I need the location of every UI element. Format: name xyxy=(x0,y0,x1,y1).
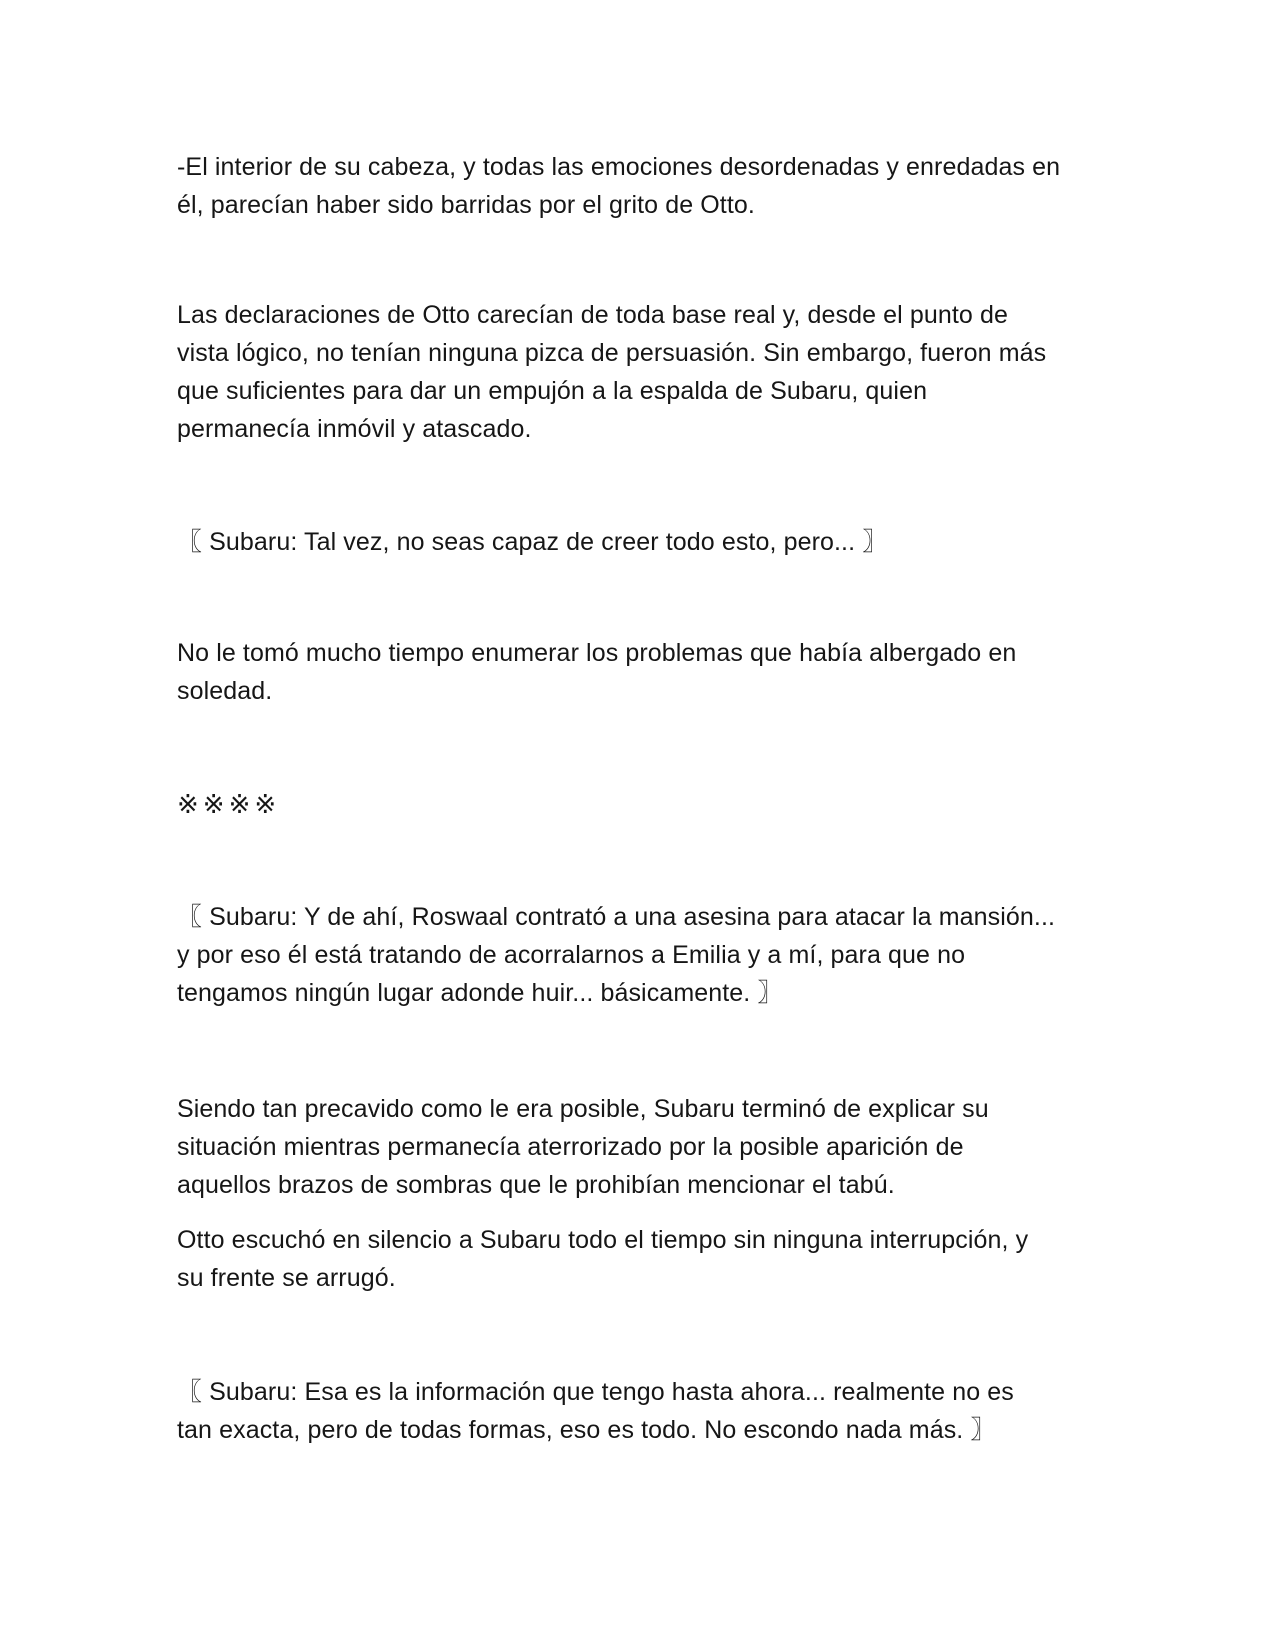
text-line: Las declaraciones de Otto carecían de toda base real y, desde el punto de xyxy=(177,301,1008,329)
text-line: 〖 Subaru: Esa es la información que tengo hasta ahora... realmente no es xyxy=(177,1378,1014,1406)
narration-paragraph xyxy=(177,148,1107,224)
text-line: y por eso él está tratando de acorralarnos a Emilia y a mí, para que no xyxy=(177,941,966,969)
text-line: Otto escuchó en silencio a Subaru todo el tiempo sin ninguna interrupción, y xyxy=(177,1226,1029,1254)
text-line: vista lógico, no tenían ninguna pizca de persuasión. Sin embargo, fueron más xyxy=(177,339,1047,367)
text-line: -El interior de su cabeza, y todas las emociones desordenadas y enredadas en xyxy=(177,153,1061,181)
narration-paragraph xyxy=(177,634,1107,710)
scene-separator xyxy=(177,786,1107,824)
narration-paragraph xyxy=(177,296,1107,448)
text-line: tengamos ningún lugar adonde huir... básicamente. 〗 xyxy=(177,979,783,1007)
text-line: permanecía inmóvil y atascado. xyxy=(177,415,532,443)
text-line: su frente se arrugó. xyxy=(177,1264,396,1292)
text-line: que suficientes para dar un empujón a la espalda de Subaru, quien xyxy=(177,377,928,405)
text-line: él, parecían haber sido barridas por el grito de Otto. xyxy=(177,191,755,219)
separator-marks: ※※※※ xyxy=(177,790,281,820)
text-line: No le tomó mucho tiempo enumerar los problemas que había albergado en xyxy=(177,639,1017,667)
text-line: 〖 Subaru: Tal vez, no seas capaz de creer todo esto, pero... 〗 xyxy=(177,528,888,556)
text-line: Siendo tan precavido como le era posible, Subaru terminó de explicar su xyxy=(177,1095,989,1123)
text-line: tan exacta, pero de todas formas, eso es todo. No escondo nada más. 〗 xyxy=(177,1416,996,1444)
narration-paragraph xyxy=(177,1090,1107,1204)
text-line: 〖 Subaru: Y de ahí, Roswaal contrató a una asesina para atacar la mansión... xyxy=(177,903,1056,931)
dialogue-paragraph xyxy=(177,523,1107,561)
text-line: aquellos brazos de sombras que le prohibían mencionar el tabú. xyxy=(177,1171,895,1199)
dialogue-paragraph xyxy=(177,898,1107,1012)
text-line: situación mientras permanecía aterrorizado por la posible aparición de xyxy=(177,1133,964,1161)
dialogue-paragraph xyxy=(177,1373,1107,1449)
narration-paragraph xyxy=(177,1221,1107,1297)
text-line: soledad. xyxy=(177,677,273,705)
